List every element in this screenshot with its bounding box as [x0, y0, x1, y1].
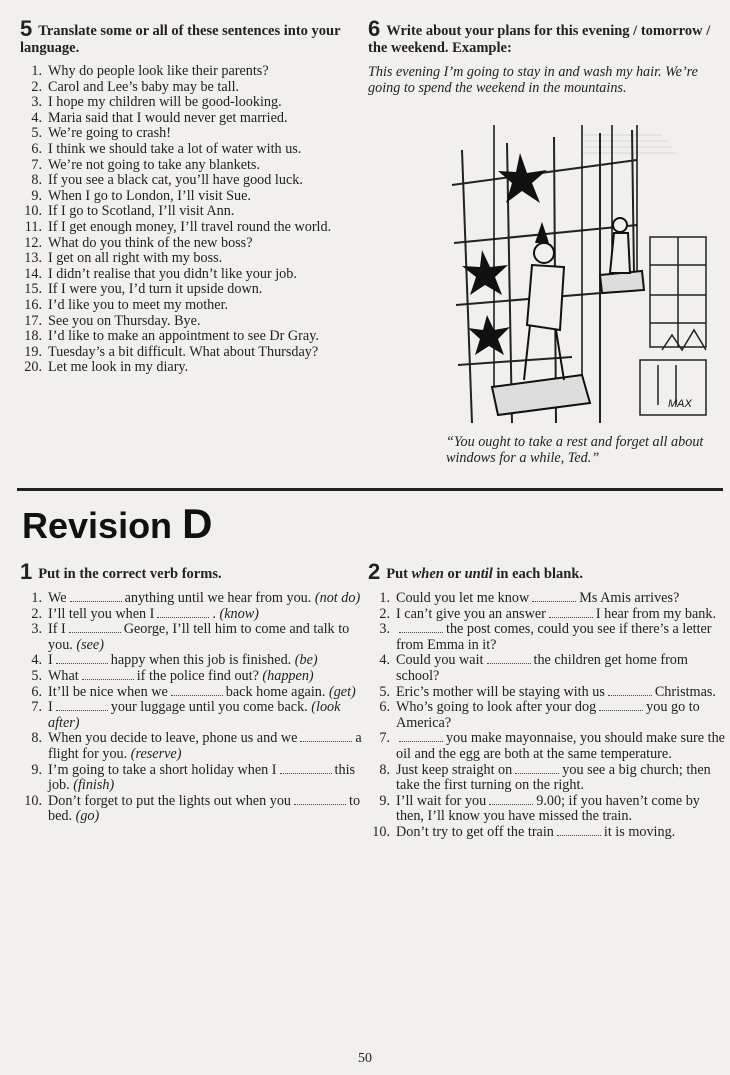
item-number: 18.: [24, 328, 42, 345]
item-text-after: you see a big church; then take the first turning on the right.: [396, 761, 711, 794]
list-item: [368, 700, 726, 731]
list-item: [20, 345, 360, 361]
answer-blank[interactable]: [515, 763, 559, 774]
item-text-after: George, I’ll tell him to come and talk to you.: [48, 621, 350, 653]
item-number: 6.: [31, 683, 42, 700]
answer-blank[interactable]: [294, 794, 346, 805]
item-number: 12.: [24, 234, 42, 251]
list-item: [20, 142, 360, 158]
item-text-after: the post comes, could you see if there’s a letter from Emma in it?: [396, 621, 712, 653]
answer-blank[interactable]: [599, 700, 643, 711]
item-text: Why do people look like their parents?: [48, 63, 269, 79]
item-number: 10.: [24, 203, 42, 220]
item-text-after: .: [212, 605, 216, 622]
answer-blank[interactable]: [489, 794, 533, 805]
verb-hint: (go): [75, 808, 100, 825]
item-text-before: I’ll tell you when I: [48, 605, 155, 622]
item-text-after: you go to America?: [396, 699, 700, 731]
revision-exercise-1-heading: 1 Put in the correct verb forms.: [20, 559, 222, 584]
item-text: Maria said that I would never get married.: [48, 109, 288, 126]
item-text-after: I hear from my bank.: [595, 605, 717, 622]
item-text: If I were you, I’d turn it upside down.: [48, 281, 263, 298]
answer-blank[interactable]: [56, 700, 108, 711]
answer-blank[interactable]: [300, 731, 352, 742]
item-number: 10.: [372, 823, 390, 840]
item-number: 13.: [24, 250, 42, 267]
item-text: See you on Thursday. Bye.: [48, 312, 201, 329]
item-text-before: It’ll be nice when we: [48, 683, 168, 700]
item-text-after: 9.00; if you haven’t come by then, I’ll know you have missed the train.: [396, 792, 700, 825]
item-number: 10.: [24, 792, 42, 809]
item-number: 1.: [31, 590, 42, 606]
item-number: 4.: [31, 109, 42, 126]
list-item: [20, 329, 360, 345]
item-text-before: Who’s going to look after your dog: [396, 699, 597, 716]
answer-blank[interactable]: [70, 591, 122, 602]
item-text-before: Just keep straight on: [396, 761, 513, 778]
list-item: [368, 731, 726, 762]
item-number: 9.: [31, 187, 42, 204]
item-text-before: Could you wait: [396, 652, 484, 669]
list-item: [20, 173, 360, 189]
item-text-after: back home again.: [225, 683, 326, 700]
list-item: [368, 591, 726, 607]
item-text-before: I: [48, 699, 53, 716]
list-item: [20, 267, 360, 283]
list-item: [368, 622, 726, 653]
item-text-before: I: [48, 652, 53, 669]
item-text-before: I’ll wait for you: [396, 792, 487, 809]
revision-letter: D: [182, 500, 213, 547]
list-item: [368, 653, 726, 684]
window-cleaner-cartoon: [432, 125, 716, 423]
item-text-before: Don’t try to get off the train: [396, 823, 554, 840]
item-number: 6.: [379, 699, 390, 716]
item-text: I’d like you to meet my mother.: [48, 296, 229, 313]
item-text-after: the children get home from school?: [396, 652, 688, 684]
item-text: I didn’t realise that you didn’t like your job.: [48, 265, 297, 282]
exercise-5-heading: 5 Translate some or all of these sentences into your language.: [20, 16, 341, 56]
revision-exercise-1-list: [20, 591, 375, 825]
verb-hint: (happen): [262, 667, 314, 684]
item-text-after: your luggage until you come back.: [110, 699, 308, 716]
revision-exercise-2-heading: 2 Put when or until in each blank.: [368, 559, 584, 584]
list-item: [20, 126, 360, 142]
answer-blank[interactable]: [557, 825, 601, 836]
item-text-after: a flight for you.: [48, 730, 362, 762]
list-item: [20, 204, 360, 220]
item-text: I’d like to make an appointment to see Dr Gray.: [48, 328, 319, 345]
list-item: [20, 700, 375, 731]
item-number: 14.: [24, 265, 42, 282]
item-text: If you see a black cat, you’ll have good luck.: [48, 172, 303, 189]
list-item: [20, 763, 375, 794]
item-text-before: When you decide to leave, phone us and we: [48, 730, 298, 747]
answer-blank[interactable]: [82, 669, 134, 680]
list-item: [20, 80, 360, 96]
list-item: [20, 607, 375, 623]
item-number: 4.: [31, 652, 42, 669]
exercise-5-list: [20, 64, 360, 376]
list-item: [368, 607, 726, 623]
item-text-after: you make mayonnaise, you should make sure the oil and the egg are both at the same temperature.: [396, 730, 725, 762]
answer-blank[interactable]: [56, 653, 108, 664]
list-item: [20, 95, 360, 111]
revision-exercise-2-number: 2: [368, 559, 381, 584]
item-number: 4.: [379, 652, 390, 669]
exercise-6-example: This evening I’m going to stay in and wash my hair. We’re going to spend the weekend in the mountains.: [368, 64, 698, 96]
item-number: 7.: [379, 730, 390, 747]
item-number: 16.: [24, 296, 42, 313]
item-number: 1.: [379, 590, 390, 606]
list-item: [20, 653, 375, 669]
item-number: 15.: [24, 281, 42, 298]
item-number: 5.: [31, 125, 42, 142]
verb-hint: (finish): [73, 777, 115, 794]
item-number: 3.: [31, 94, 42, 111]
verb-hint: (be): [294, 652, 318, 669]
list-item: [20, 111, 360, 127]
item-number: 8.: [379, 761, 390, 778]
exercise-5-number: 5: [20, 16, 33, 41]
list-item: [20, 189, 360, 205]
answer-blank[interactable]: [532, 591, 576, 602]
answer-blank[interactable]: [399, 731, 443, 742]
item-number: 2.: [31, 605, 42, 622]
item-number: 3.: [31, 621, 42, 638]
verb-hint: (get): [328, 683, 356, 700]
item-text: When I go to London, I’ll visit Sue.: [48, 187, 251, 204]
item-number: 9.: [379, 792, 390, 809]
item-number: 8.: [31, 172, 42, 189]
item-number: 5.: [379, 683, 390, 700]
item-number: 6.: [31, 140, 42, 157]
answer-blank[interactable]: [280, 763, 332, 774]
cartoon-signature: MAX: [668, 398, 692, 410]
item-text: We’re not going to take any blankets.: [48, 156, 261, 173]
verb-hint: (not do): [314, 590, 361, 606]
item-number: 17.: [24, 312, 42, 329]
item-number: 11.: [24, 218, 42, 235]
exercise-6-number: 6: [368, 16, 381, 41]
item-number: 7.: [31, 156, 42, 173]
answer-blank[interactable]: [171, 685, 223, 696]
item-number: 20.: [24, 359, 42, 376]
section-divider: [17, 488, 723, 491]
verb-hint: (see): [76, 636, 104, 653]
verb-hint: (look after): [48, 699, 341, 731]
answer-blank[interactable]: [157, 607, 209, 618]
item-number: 2.: [31, 78, 42, 95]
list-item: [20, 731, 375, 762]
answer-blank[interactable]: [549, 607, 593, 618]
verb-hint: (know): [219, 605, 259, 622]
item-number: 1.: [31, 63, 42, 79]
list-item: [368, 685, 726, 701]
item-number: 9.: [31, 761, 42, 778]
revision-exercise-1: [20, 559, 375, 825]
verb-hint: (reserve): [130, 745, 182, 762]
item-number: 3.: [379, 621, 390, 638]
revision-exercise-2: [368, 559, 726, 841]
list-item: [20, 622, 375, 653]
list-item: [368, 794, 726, 825]
item-number: 19.: [24, 343, 42, 360]
list-item: [368, 763, 726, 794]
answer-blank[interactable]: [487, 653, 531, 664]
item-text-before: I can’t give you an answer: [396, 605, 546, 622]
item-text: I think we should take a lot of water with us.: [48, 140, 302, 157]
item-text: I get on all right with my boss.: [48, 250, 223, 267]
revision-title: Revision D: [22, 500, 213, 547]
item-text: If I go to Scotland, I’ll visit Ann.: [48, 203, 235, 220]
item-text: Let me look in my diary.: [48, 359, 189, 376]
item-number: 5.: [31, 667, 42, 684]
list-item: [20, 669, 375, 685]
item-text-before: What: [48, 667, 79, 684]
revision-exercise-2-list: [368, 591, 726, 841]
list-item: [20, 251, 360, 267]
list-item: [368, 825, 726, 841]
item-text-before: I’m going to take a short holiday when I: [48, 761, 277, 778]
item-text: What do you think of the new boss?: [48, 234, 253, 251]
list-item: [20, 685, 375, 701]
list-item: [20, 298, 360, 314]
item-text: Tuesday’s a bit difficult. What about Thursday?: [48, 343, 319, 360]
cartoon-caption: “You ought to take a rest and forget all about windows for a while, Ted.”: [446, 434, 704, 466]
item-text-before: Eric’s mother will be staying with us: [396, 683, 605, 700]
item-number: 2.: [379, 605, 390, 622]
list-item: [20, 236, 360, 252]
page-number: 50: [358, 1051, 372, 1066]
item-text-after: Ms Amis arrives?: [579, 590, 680, 606]
revision-exercise-1-number: 1: [20, 559, 33, 584]
item-number: 7.: [31, 699, 42, 716]
list-item: [20, 64, 360, 80]
item-text: Carol and Lee’s baby may be tall.: [48, 78, 240, 95]
item-text-after: Christmas.: [654, 683, 716, 700]
item-text-after: it is moving.: [603, 823, 676, 840]
item-text-before: Don’t forget to put the lights out when you: [48, 792, 292, 809]
item-text-after: to bed.: [48, 792, 361, 825]
list-item: [20, 282, 360, 298]
item-number: 8.: [31, 730, 42, 747]
list-item: [20, 591, 375, 607]
item-text-after: this job.: [48, 761, 356, 794]
item-text: If I get enough money, I’ll travel round the world.: [48, 218, 332, 235]
item-text-before: Could you let me know: [396, 590, 530, 606]
list-item: [20, 314, 360, 330]
item-text-after: happy when this job is finished.: [110, 652, 292, 669]
item-text-before: If I: [48, 621, 66, 638]
item-text-after: if the police find out?: [136, 667, 259, 684]
exercise-5: [20, 16, 360, 376]
list-item: [20, 360, 360, 376]
list-item: [20, 220, 360, 236]
item-text: We’re going to crash!: [48, 125, 171, 142]
answer-blank[interactable]: [69, 622, 121, 633]
exercise-6-heading: 6 Write about your plans for this evening / tomorrow / the weekend. Example:: [368, 16, 711, 56]
list-item: [20, 794, 375, 825]
exercise-6: [368, 16, 720, 96]
answer-blank[interactable]: [608, 685, 652, 696]
item-text-before: We: [48, 590, 67, 606]
list-item: [20, 158, 360, 174]
answer-blank[interactable]: [399, 622, 443, 633]
item-text: I hope my children will be good-looking.: [48, 94, 282, 111]
item-text-after: anything until we hear from you.: [124, 590, 312, 606]
